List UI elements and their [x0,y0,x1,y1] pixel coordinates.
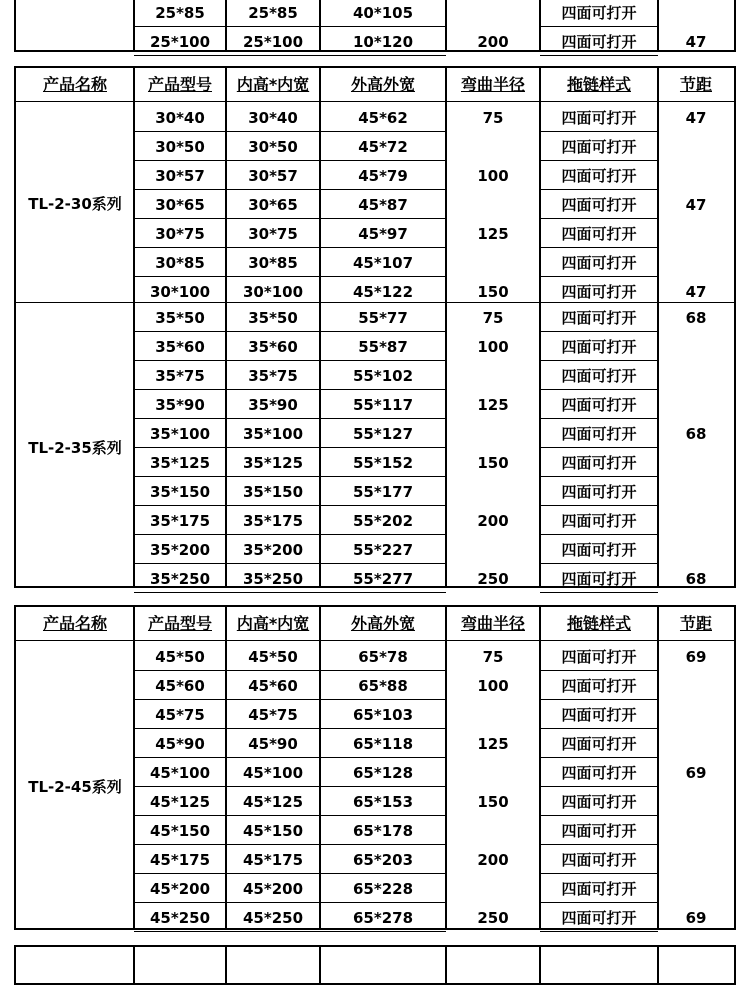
cell-inner: 35*125 [226,448,320,477]
cell-pitch [658,729,734,758]
cell-inner: 30*75 [226,219,320,248]
cell-pitch [658,671,734,700]
cell-style: 四面可打开 [540,0,658,27]
cell-outer: 45*97 [320,219,446,248]
bottom-partial-table [14,945,736,985]
cell-outer: 65*128 [320,758,446,787]
cell-outer: 45*87 [320,190,446,219]
cell-inner: 30*85 [226,248,320,277]
cell-pitch: 68 [685,425,707,443]
cell-outer: 10*120 [320,27,446,56]
cell-radius: 250 [477,909,509,927]
cell-outer: 65*78 [320,642,446,671]
cell-outer: 65*178 [320,816,446,845]
cell-outer: 65*88 [320,671,446,700]
cell-inner: 45*150 [226,816,320,845]
cell-inner: 45*100 [226,758,320,787]
column-divider [445,947,447,983]
cell-model: 35*150 [134,477,226,506]
cell-style: 四面可打开 [540,671,658,700]
cell-model: 30*65 [134,190,226,219]
header-inner: 内高*内宽 [226,68,320,102]
cell-radius [446,874,540,903]
cell-inner: 45*50 [226,642,320,671]
header-radius: 弯曲半径 [446,607,540,641]
cell-style: 四面可打开 [540,564,658,593]
cell-style: 四面可打开 [540,535,658,564]
cell-inner: 45*75 [226,700,320,729]
cell-pitch: 47 [685,283,707,301]
cell-radius: 100 [477,677,509,695]
cell-pitch [658,535,734,564]
cell-inner: 45*90 [226,729,320,758]
cell-style: 四面可打开 [540,219,658,248]
cell-model: 45*175 [134,845,226,874]
cell-outer: 65*278 [320,903,446,932]
cell-style: 四面可打开 [540,190,658,219]
cell-pitch [658,390,734,419]
cell-pitch: 69 [685,764,707,782]
cell-radius: 200 [477,512,509,530]
cell-style: 四面可打开 [540,161,658,190]
header-model: 产品型号 [134,607,226,641]
series-name: TL-2-35系列 [28,439,122,457]
cell-style: 四面可打开 [540,448,658,477]
cell-outer: 45*79 [320,161,446,190]
header-product-name: 产品名称 [16,607,134,641]
cell-inner: 35*50 [226,303,320,332]
cell-model: 45*50 [134,642,226,671]
cell-model: 45*75 [134,700,226,729]
cell-radius [446,700,540,729]
cell-inner: 45*250 [226,903,320,932]
cell-radius: 125 [477,225,509,243]
cell-style: 四面可打开 [540,103,658,132]
cell-style: 四面可打开 [540,248,658,277]
column-divider [133,947,135,983]
cell-radius [446,419,540,448]
cell-pitch [658,477,734,506]
cell-radius: 75 [482,309,504,327]
cell-model: 35*250 [134,564,226,593]
column-divider [319,947,321,983]
cell-inner: 35*200 [226,535,320,564]
cell-model: 35*60 [134,332,226,361]
cell-inner: 35*250 [226,564,320,593]
cell-outer: 55*87 [320,332,446,361]
top-partial-table [14,0,736,52]
column-divider [657,947,659,983]
cell-pitch [658,332,734,361]
cell-radius [446,132,540,161]
cell-pitch: 47 [685,196,707,214]
cell-model: 35*125 [134,448,226,477]
header-inner: 内高*内宽 [226,607,320,641]
series-name: TL-2-30系列 [28,195,122,213]
cell-style: 四面可打开 [540,758,658,787]
cell-radius [446,361,540,390]
cell-model: 30*57 [134,161,226,190]
cell-style: 四面可打开 [540,361,658,390]
cell-radius: 75 [482,648,504,666]
cell-style: 四面可打开 [540,477,658,506]
cell-outer: 55*102 [320,361,446,390]
cell-radius: 200 [477,33,509,51]
cell-pitch [658,700,734,729]
cell-outer: 55*117 [320,390,446,419]
cell-model: 45*125 [134,787,226,816]
spec-table-tl-2-35 [14,302,736,588]
cell-inner: 35*150 [226,477,320,506]
cell-outer: 65*228 [320,874,446,903]
cell-inner: 30*50 [226,132,320,161]
cell-radius: 100 [477,338,509,356]
cell-outer: 55*202 [320,506,446,535]
cell-pitch [658,816,734,845]
header-radius: 弯曲半径 [446,68,540,102]
column-divider [539,947,541,983]
cell-style: 四面可打开 [540,390,658,419]
cell-pitch: 69 [685,909,707,927]
cell-radius [446,535,540,564]
cell-radius: 200 [477,851,509,869]
cell-pitch [658,248,734,277]
cell-pitch [658,874,734,903]
cell-outer: 45*72 [320,132,446,161]
cell-model: 35*175 [134,506,226,535]
cell-radius: 150 [477,793,509,811]
cell-outer: 45*62 [320,103,446,132]
cell-pitch [658,787,734,816]
cell-outer: 65*203 [320,845,446,874]
cell-pitch [658,448,734,477]
cell-model: 25*100 [134,27,226,56]
cell-inner: 35*175 [226,506,320,535]
cell-radius: 100 [477,167,509,185]
cell-pitch: 47 [685,109,707,127]
cell-pitch: 69 [685,648,707,666]
cell-radius [446,758,540,787]
cell-pitch [658,361,734,390]
cell-style: 四面可打开 [540,419,658,448]
cell-outer: 45*107 [320,248,446,277]
cell-radius: 250 [477,570,509,588]
cell-model: 45*150 [134,816,226,845]
cell-outer: 65*153 [320,787,446,816]
cell-style: 四面可打开 [540,700,658,729]
series-name: TL-2-45系列 [28,778,122,796]
cell-radius: 125 [477,735,509,753]
cell-outer: 55*227 [320,535,446,564]
cell-pitch [658,845,734,874]
cell-style: 四面可打开 [540,132,658,161]
cell-model: 35*75 [134,361,226,390]
cell-pitch: 68 [685,309,707,327]
cell-style: 四面可打开 [540,642,658,671]
cell-outer: 55*77 [320,303,446,332]
cell-style: 四面可打开 [540,903,658,932]
cell-inner: 45*60 [226,671,320,700]
cell-inner: 45*200 [226,874,320,903]
cell-model: 45*200 [134,874,226,903]
cell-model: 45*250 [134,903,226,932]
header-style: 拖链样式 [540,68,658,102]
header-product-name: 产品名称 [16,68,134,102]
cell-style: 四面可打开 [540,729,658,758]
header-style: 拖链样式 [540,607,658,641]
header-outer: 外高外宽 [320,68,446,102]
cell-model: 45*90 [134,729,226,758]
cell-pitch [658,132,734,161]
cell-inner: 30*57 [226,161,320,190]
cell-style: 四面可打开 [540,816,658,845]
header-pitch: 节距 [658,68,734,102]
cell-inner: 30*100 [226,277,320,306]
cell-pitch [658,219,734,248]
cell-style: 四面可打开 [540,277,658,306]
cell-model: 25*85 [134,0,226,27]
cell-radius [446,248,540,277]
header-pitch: 节距 [658,607,734,641]
cell-model: 30*75 [134,219,226,248]
cell-model: 35*100 [134,419,226,448]
cell-model: 30*50 [134,132,226,161]
header-outer: 外高外宽 [320,607,446,641]
cell-model: 45*100 [134,758,226,787]
cell-pitch [658,0,734,27]
cell-model: 35*90 [134,390,226,419]
cell-model: 35*50 [134,303,226,332]
cell-style: 四面可打开 [540,332,658,361]
cell-inner: 25*100 [226,27,320,56]
cell-pitch: 47 [685,33,707,51]
cell-outer: 55*177 [320,477,446,506]
cell-inner: 30*65 [226,190,320,219]
cell-model: 35*200 [134,535,226,564]
cell-outer: 55*277 [320,564,446,593]
cell-inner: 30*40 [226,103,320,132]
cell-outer: 65*103 [320,700,446,729]
cell-inner: 45*125 [226,787,320,816]
spec-table-tl-2-45 [14,605,736,930]
cell-model: 30*100 [134,277,226,306]
cell-outer: 40*105 [320,0,446,27]
cell-radius [446,816,540,845]
cell-inner: 35*60 [226,332,320,361]
cell-model: 30*85 [134,248,226,277]
cell-inner: 45*175 [226,845,320,874]
cell-inner: 35*100 [226,419,320,448]
cell-inner: 35*75 [226,361,320,390]
cell-radius [446,190,540,219]
cell-outer: 55*127 [320,419,446,448]
cell-inner: 25*85 [226,0,320,27]
cell-radius: 125 [477,396,509,414]
cell-radius [446,0,540,27]
cell-radius [446,477,540,506]
cell-style: 四面可打开 [540,845,658,874]
cell-inner: 35*90 [226,390,320,419]
cell-model: 30*40 [134,103,226,132]
column-divider [225,947,227,983]
cell-style: 四面可打开 [540,506,658,535]
cell-outer: 65*118 [320,729,446,758]
cell-style: 四面可打开 [540,303,658,332]
cell-pitch [658,161,734,190]
cell-radius: 75 [482,109,504,127]
cell-style: 四面可打开 [540,787,658,816]
cell-radius: 150 [477,454,509,472]
cell-model: 45*60 [134,671,226,700]
cell-radius: 150 [477,283,509,301]
cell-style: 四面可打开 [540,874,658,903]
cell-outer: 55*152 [320,448,446,477]
cell-outer: 45*122 [320,277,446,306]
cell-style: 四面可打开 [540,27,658,56]
cell-pitch [658,506,734,535]
spec-table-tl-2-30 [14,66,736,304]
header-model: 产品型号 [134,68,226,102]
cell-pitch: 68 [685,570,707,588]
